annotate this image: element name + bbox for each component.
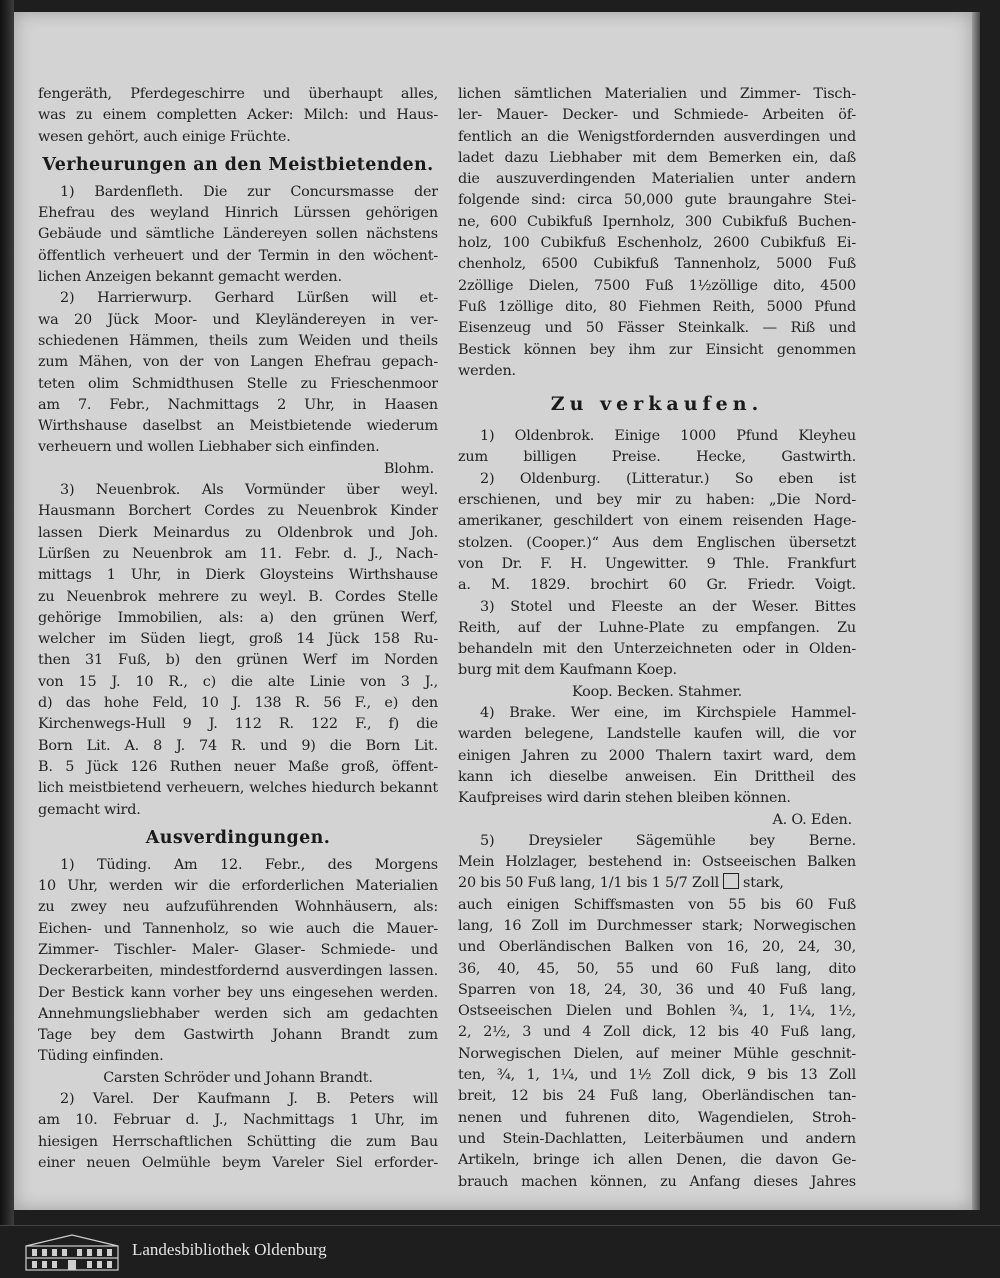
text-line: Kirchenwegs-Hull 9 J. 112 R. 122 F., f) die [38, 716, 438, 733]
text-line: von 15 J. 10 R., c) die alte Linie von 3 J., [38, 673, 438, 690]
text-line: Zimmer- Tischler- Maler- Glaser- Schmiede- und [38, 941, 438, 958]
text-line: verheuern und wollen Liebhaber sich einfinden. [38, 439, 380, 456]
text-line: a. M. 1829. brochirt 60 Gr. Friedr. Voigt. [458, 577, 856, 594]
text-line: Wirthshause daselbst an Meistbietende wiederum [38, 418, 438, 435]
text-line: Deckerarbeiten, mindestfordernd ausverdingen lassen. [38, 963, 438, 980]
text-segment: stark, [743, 875, 784, 892]
text-line: chenholz, 6500 Cubikfuß Tannenholz, 5000 Fuß [458, 256, 856, 273]
text-line: und Oberländischen Balken von 16, 20, 24, 30, [458, 939, 856, 956]
text-line: behandeln mit den Unterzeichneten oder in Olden- [458, 641, 856, 658]
text-line: 1) Bardenfleth. Die zur Concursmasse der [60, 183, 438, 200]
text-line: Bestick können bey ihm zur Einsicht genommen [458, 341, 856, 358]
library-building-icon [22, 1232, 122, 1272]
text-line: lang, 16 Zoll im Durchmesser stark; Norwegischen [458, 917, 856, 934]
text-line: 2, 2½, 3 und 4 Zoll dick, 12 bis 40 Fuß lang, [458, 1024, 856, 1041]
text-line: Born Lit. A. 8 J. 74 R. und 9) die Born Lit. [38, 737, 438, 754]
text-line: folgende sind: circa 50,000 gute braungahre Stei- [458, 192, 856, 209]
text-line: 2zöllige Dielen, 7500 Fuß 1½zöllige dito, 4500 [458, 277, 856, 294]
text-line: Mein Holzlager, bestehend in: Ostseeischen Balken [458, 854, 856, 871]
text-line: Artikeln, bringe ich allen Denen, die davon Ge- [458, 1152, 856, 1169]
text-line: 3) Stotel und Fleeste an der Weser. Bittes [480, 598, 856, 615]
text-line: Sparren von 18, 24, 30, 36 und 40 Fuß lang, [458, 981, 856, 998]
text-line: then 31 Fuß, b) den grünen Werf im Norden [38, 652, 438, 669]
text-line: 36, 40, 45, 50, 55 und 60 Fuß lang, dito [458, 960, 856, 977]
text-line: 2) Oldenburg. (Litteratur.) So eben ist [480, 470, 856, 487]
text-line: brauch machen können, zu Anfang dieses Jahres [458, 1173, 856, 1190]
left-column [38, 84, 438, 1174]
text-line-with-mark [458, 873, 856, 894]
text-line: öffentlich verheuert und der Termin in den wöchent- [38, 247, 438, 264]
text-line: Ostseeischen Dielen und Bohlen ¾, 1, 1¼, 1½, [458, 1003, 856, 1020]
text-line: Hausmann Borchert Cordes zu Neuenbrok Kinder [38, 503, 438, 520]
text-line: gehörige Immobilien, als: a) den grünen Werf, [38, 609, 438, 626]
text-line: burg mit dem Kaufmann Koep. [458, 662, 677, 679]
text-line: Eisenzeug und 50 Fässer Steinkalk. — Riß und [458, 320, 856, 337]
text-line: mittags 1 Uhr, in Dierk Gloysteins Wirthshause [38, 567, 438, 584]
square-mark-icon [723, 873, 739, 889]
signature: Koop. Becken. Stahmer. [572, 683, 742, 700]
text-line: die auszuverdingenden Materialien unter andern [458, 171, 856, 188]
text-line: Kaufpreises wird darin stehen bleiben können. [458, 790, 791, 807]
text-line: ne, 600 Cubikfuß Ipernholz, 300 Cubikfuß Buchen- [458, 213, 856, 230]
text-line: fengeräth, Pferdegeschirre und überhaupt alles, [38, 86, 438, 102]
text-line: was zu einem completten Acker: Milch: und Haus- [38, 107, 438, 124]
text-line: kann ich dieselbe anweisen. Ein Drittheil des [458, 768, 856, 785]
text-line: d) das hohe Feld, 10 J. 138 R. 56 F., e) den [38, 695, 438, 712]
text-line: welcher im Süden liegt, groß 14 Jück 158 Ru- [38, 631, 438, 648]
text-line: wa 20 Jück Moor- und Kleyländereyen in ver- [38, 311, 438, 328]
text-line: Fuß 1zöllige dito, 80 Fiehmen Reith, 5000 Pfund [458, 298, 856, 315]
text-line: lichen sämtlichen Materialien und Zimmer- Tisch- [458, 86, 856, 102]
text-line: warden belegene, Landstelle kaufen will, die vor [458, 726, 856, 743]
text-line: lichen Anzeigen bekannt gemacht werden. [38, 269, 342, 286]
text-line: holz, 100 Cubikfuß Eschenholz, 2600 Cubikfuß Ei- [458, 235, 856, 252]
page-edge [972, 12, 980, 1210]
signature: Carsten Schröder und Johann Brandt. [103, 1069, 373, 1086]
text-line: zu Neuenbrok mehrere zu weyl. B. Cordes Stelle [38, 588, 438, 605]
footer-bar [0, 1225, 1000, 1278]
text-line: ladet dazu Liebhaber mit dem Bemerken ein, daß [458, 149, 856, 166]
text-line: zum Mähen, von der von Langen Ehefrau gepach- [38, 354, 438, 371]
text-line: Gebäude und sämtliche Ländereyen sollen nächstens [38, 226, 438, 243]
signature: Blohm. [383, 460, 434, 477]
text-line: lassen Dierk Meinardus zu Oldenbrok und Joh. [38, 524, 438, 541]
text-line: ler- Mauer- Decker- und Schmiede- Arbeiten öf- [458, 107, 856, 124]
text-line: 10 Uhr, werden wir die erforderlichen Materialien [38, 878, 438, 895]
text-line: wesen gehört, auch einige Früchte. [38, 128, 291, 145]
text-line: hiesigen Herrschaftlichen Schütting die zum Bau [38, 1133, 438, 1150]
text-line: werden. [458, 362, 516, 379]
text-line: B. 5 Jück 126 Ruthen neuer Maße groß, öffent- [38, 758, 438, 775]
text-line: erschienen, und bey mir zu haben: „Die Nord- [458, 492, 856, 509]
text-line: ten, ¾, 1, 1¼, und 1½ Zoll dick, 9 bis 13 Zoll [458, 1067, 856, 1084]
text-line: 2) Harrierwurp. Gerhard Lürßen will et- [60, 290, 438, 307]
text-line: zu zwey neu aufzuführenden Wohnhäusern, als: [38, 899, 438, 916]
text-line: und Stein-Dachlatten, Leiterbäumen und andern [458, 1130, 856, 1147]
text-line: Tage bey dem Gastwirth Johann Brandt zum [38, 1027, 438, 1044]
text-line: von Dr. F. H. Ungewitter. 9 Thle. Frankfurt [458, 555, 856, 572]
text-line: auch einigen Schiffsmasten von 55 bis 60 Fuß [458, 896, 856, 913]
text-line: lich meistbietend verheuern, welches hiedurch bekannt [38, 780, 438, 797]
text-line: stolzen. (Cooper.)“ Aus dem Englischen übersetzt [458, 534, 856, 551]
text-segment: 20 bis 50 Fuß lang, 1/1 bis 1 5/7 Zoll [458, 875, 720, 892]
text-line: 1) Oldenbrok. Einige 1000 Pfund Kleyheu [480, 428, 856, 445]
text-line: amerikaner, geschildert von einem reisenden Hage- [458, 513, 856, 530]
text-line: schiedenen Hämmen, theils zum Weiden und theils [38, 332, 438, 349]
text-line: am 10. Februar d. J., Nachmittags 1 Uhr, im [38, 1112, 438, 1129]
text-line: 4) Brake. Wer eine, im Kirchspiele Hammel- [480, 705, 856, 722]
text-line: gemacht wird. [38, 801, 141, 818]
text-line: am 7. Febr., Nachmittags 2 Uhr, in Haasen [38, 396, 438, 413]
text-line: einer neuen Oelmühle beym Vareler Siel erforder- [38, 1154, 438, 1171]
section-heading-verheurungen: Verheurungen an den Meistbietenden. [42, 154, 434, 175]
text-line: einigen Jahren zu 2000 Thalern taxirt ward, dem [458, 747, 856, 764]
text-line: breit, 12 bis 24 Fuß lang, Oberländischen tan- [458, 1088, 856, 1105]
text-line: fentlich an die Wenigstfordernden ausverdingen und [458, 128, 856, 145]
text-line: 5) Dreysieler Sägemühle bey Berne. [480, 832, 856, 849]
text-line: 3) Neuenbrok. Als Vormünder über weyl. [60, 482, 438, 499]
text-line: Lürßen zu Neuenbrok am 11. Febr. d. J., Nach- [38, 545, 438, 562]
text-line: Eichen- und Tannenholz, so wie auch die Mauer- [38, 920, 438, 937]
section-heading-ausverdingungen: Ausverdingungen. [145, 827, 331, 848]
right-column [458, 84, 856, 1193]
text-line: Tüding einfinden. [38, 1048, 164, 1065]
gutter-shadow [0, 0, 14, 1225]
text-line: nenen und fuhrenen dito, Wagendielen, Stroh- [458, 1109, 856, 1126]
text-line: teten olim Schmidthusen Stelle zu Frieschenmoor [38, 375, 438, 392]
library-name[interactable]: Landesbibliothek Oldenburg [132, 1240, 327, 1259]
text-line: Ehefrau des weyland Hinrich Lürssen gehörigen [38, 205, 438, 222]
text-line: Norwegischen Dielen, auf meiner Mühle geschnit- [458, 1045, 856, 1062]
text-line: 1) Tüding. Am 12. Febr., des Morgens [60, 856, 438, 873]
text-line: zum billigen Preise. Hecke, Gastwirth. [458, 449, 856, 466]
section-heading-verkaufen: Zu verkaufen. [550, 393, 764, 416]
text-line: Der Bestick kann vorher bey uns eingesehen werden. [38, 984, 438, 1001]
text-line: Annehmungsliebhaber werden sich am gedachten [38, 1005, 438, 1022]
text-line: 2) Varel. Der Kaufmann J. B. Peters will [60, 1091, 438, 1108]
signature: A. O. Eden. [772, 811, 852, 828]
text-line: Reith, auf der Luhne-Plate zu empfangen. Zu [458, 619, 856, 636]
